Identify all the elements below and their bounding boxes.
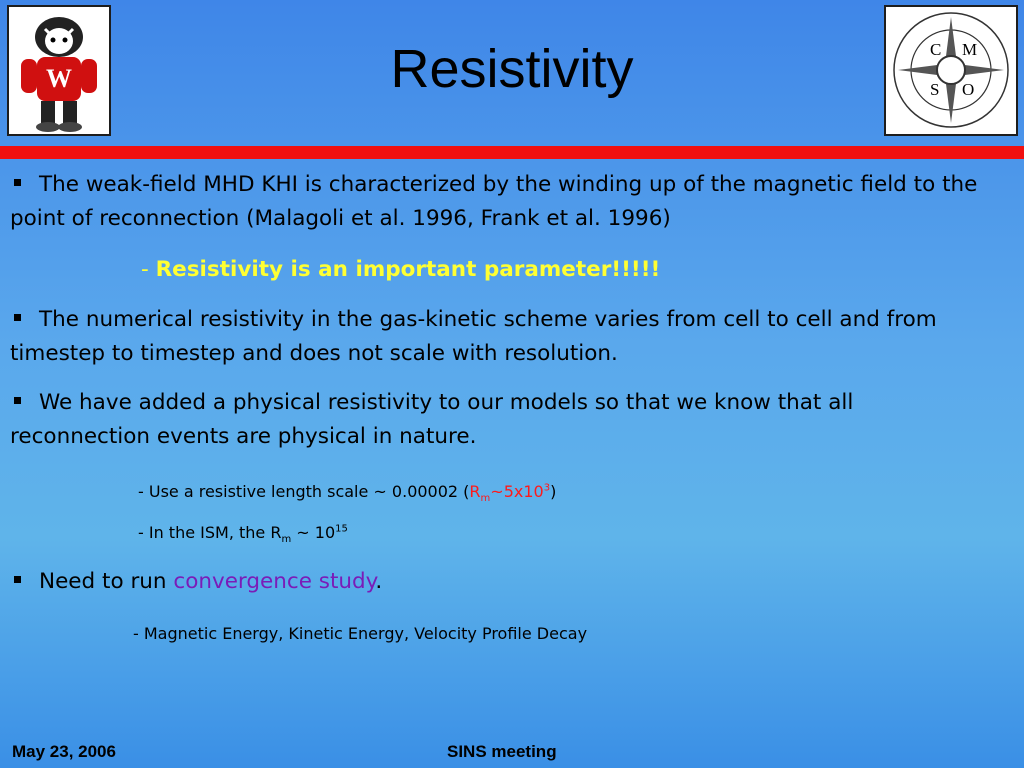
square-bullet-icon [14, 397, 21, 404]
logo-letter-o: O [962, 80, 975, 99]
svg-text:W: W [46, 64, 72, 93]
bullet-2 [10, 303, 1000, 371]
slide-title: Resistivity [390, 39, 634, 99]
footer-event: SINS meeting [447, 742, 557, 761]
bullet-2-text: The numerical resistivity in the gas-kinetic scheme varies from cell to cell and from timestep to timestep and does not scale with resolution. [10, 307, 937, 366]
ism-text: - In the ISM, the R [138, 523, 282, 542]
convergence-study-text: convergence study [173, 569, 376, 594]
footer-date: May 23, 2006 [12, 742, 116, 761]
rm-subscript: m [480, 493, 491, 505]
ism-exponent: 15 [335, 523, 348, 535]
sub-prefix: - [141, 257, 156, 282]
rm-symbol: R [469, 482, 481, 501]
length-scale-line [138, 482, 556, 504]
close-paren: ) [550, 482, 557, 501]
length-scale-text: - Use a resistive length scale ~ 0.00002 ( [138, 482, 470, 501]
bullet-3-text: We have added a physical resistivity to our models so that we know that all reconnection events are physical in nature. [10, 390, 854, 449]
bullet-1-text: The weak-field MHD KHI is characterized by the winding up of the magnetic field to the point of reconnection (Malagoli et al. 1996, Frank et al. 1996) [10, 172, 978, 231]
bullet-1-sub [141, 257, 660, 282]
rm-exponent: 3 [543, 482, 551, 494]
ism-rm-subscript: m [281, 534, 292, 546]
resistivity-highlight: Resistivity is an important parameter!!!!! [155, 257, 661, 282]
ism-value: ~ 10 [291, 523, 336, 542]
bullet-3 [10, 386, 1000, 454]
logo-letter-m: M [962, 40, 978, 59]
ism-line [138, 523, 348, 545]
logo-letter-c: C [930, 40, 942, 59]
rm-value: ~5x10 [490, 482, 544, 501]
square-bullet-icon [14, 314, 21, 321]
square-bullet-icon [14, 576, 21, 583]
bullet-1 [10, 168, 1000, 236]
bullet-4-text: Need to run [39, 569, 174, 594]
bullet-4-sub: - Magnetic Energy, Kinetic Energy, Velocity Profile Decay [133, 624, 588, 643]
bullet-4 [10, 565, 1000, 599]
title-divider-bar [0, 146, 1024, 159]
logo-letter-s: S [930, 80, 940, 99]
square-bullet-icon [14, 179, 21, 186]
bullet-4-period: . [375, 569, 383, 594]
